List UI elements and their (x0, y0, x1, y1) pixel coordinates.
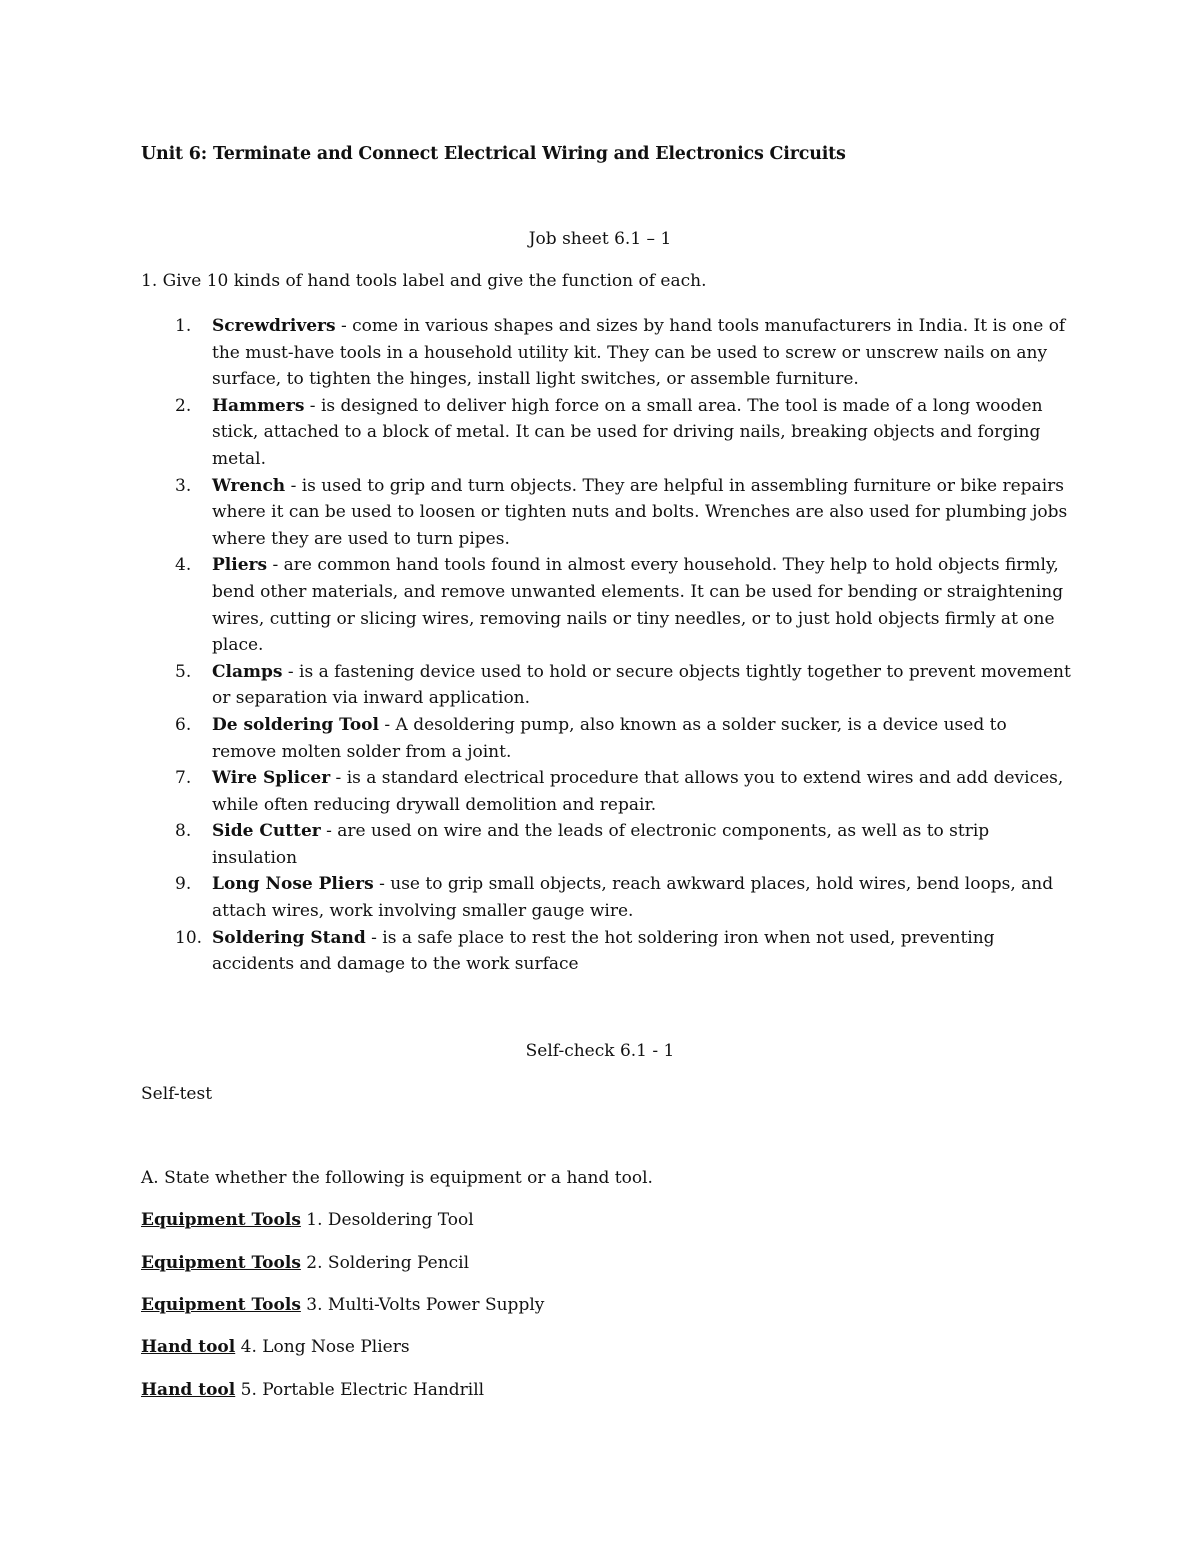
tool-description: - is a standard electrical procedure that allows you to extend wires and add devices, while often reducing drywall demolition and repair. (212, 768, 1064, 815)
question-item: 5. Portable Electric Handrill (235, 1380, 485, 1400)
list-item (141, 765, 1071, 818)
list-item (141, 552, 1071, 658)
answer-line (141, 1337, 410, 1357)
tool-name: Wrench (212, 475, 286, 496)
tool-name: Side Cutter (212, 821, 321, 842)
list-item (141, 313, 1071, 393)
hand-tools-list (141, 313, 1071, 978)
answer-text: Equipment Tools (141, 1295, 301, 1315)
answer-text: Equipment Tools (141, 1253, 301, 1273)
tool-description: - come in various shapes and sizes by hand tools manufacturers in India. It is one of the must-have tools in a household utility kit. They can be used to screw or unscrew nails on any surface, to tighten the hinges, install light switches, or assemble furniture. (212, 316, 1066, 390)
question-item: 4. Long Nose Pliers (235, 1337, 410, 1357)
list-item (141, 712, 1071, 765)
tool-description: - is a safe place to rest the hot soldering iron when not used, preventing accidents and damage to the work surface (212, 927, 995, 975)
tool-name: Hammers (212, 395, 305, 416)
list-item-number: 3. (175, 475, 192, 496)
tool-description: - are used on wire and the leads of electronic components, as well as to strip insulation (212, 821, 990, 868)
question-item: 1. Desoldering Tool (300, 1210, 474, 1230)
answer-line (141, 1380, 484, 1400)
document-title: Unit 6: Terminate and Connect Electrical Wiring and Electronics Circuits (141, 144, 846, 164)
answer-text: Hand tool (141, 1337, 236, 1357)
self-test-label: Self-test (141, 1084, 213, 1104)
list-item-number: 4. (175, 555, 192, 576)
self-test-instruction: A. State whether the following is equipment or a hand tool. (141, 1168, 653, 1188)
tool-description: - A desoldering pump, also known as a solder sucker, is a device used to remove molten solder from a joint. (212, 714, 1007, 762)
tool-name: Clamps (212, 661, 283, 682)
tool-description: - are common hand tools found in almost every household. They help to hold objects firmly, bend other materials, and remove unwanted elements. It can be used for bending or straightening wires, cutting or slicing wires, removing nails or tiny needles, or to just hold objects firmly at one place. (212, 555, 1064, 656)
tool-name: Long Nose Pliers (212, 874, 374, 895)
tool-name: Screwdrivers (212, 316, 336, 336)
question-item: 3. Multi-Volts Power Supply (300, 1295, 545, 1315)
job-sheet-instruction: 1. Give 10 kinds of hand tools label and give the function of each. (141, 271, 707, 291)
job-sheet-heading: Job sheet 6.1 – 1 (528, 229, 672, 249)
tool-description: - is designed to deliver high force on a small area. The tool is made of a long wooden stick, attached to a block of metal. It can be used for driving nails, breaking objects and forging metal. (212, 395, 1043, 469)
tool-name: Wire Splicer (212, 768, 331, 789)
answer-text: Equipment Tools (141, 1210, 301, 1230)
tool-description: - is a fastening device used to hold or secure objects tightly together to prevent movement or separation via inward application. (212, 661, 1071, 709)
tool-name: Pliers (212, 555, 268, 576)
list-item-number: 5. (175, 661, 192, 682)
list-item-number: 7. (175, 768, 192, 789)
list-item (141, 393, 1071, 473)
answer-line (141, 1210, 474, 1230)
list-item-number: 8. (175, 821, 192, 842)
list-item (141, 473, 1071, 553)
list-item-number: 6. (175, 714, 192, 735)
answer-text: Hand tool (141, 1380, 236, 1400)
list-item-number: 9. (175, 874, 192, 895)
tool-name: Soldering Stand (212, 927, 366, 948)
tool-description: - is used to grip and turn objects. They are helpful in assembling furniture or bike repairs where it can be used to loosen or tighten nuts and bolts. Wrenches are also used for plumbing jobs where they are used to turn pipes. (212, 475, 1068, 549)
list-item (141, 818, 1071, 871)
list-item (141, 659, 1071, 712)
tool-description: - use to grip small objects, reach awkward places, hold wires, bend loops, and attach wires, work involving smaller gauge wire. (212, 874, 1054, 922)
list-item (141, 925, 1071, 978)
answer-line (141, 1295, 544, 1315)
list-item (141, 871, 1071, 924)
list-item-number: 10. (175, 927, 203, 948)
self-check-heading: Self-check 6.1 - 1 (525, 1041, 675, 1061)
answer-line (141, 1253, 469, 1273)
list-item-number: 1. (175, 316, 192, 336)
list-item-number: 2. (175, 395, 192, 416)
question-item: 2. Soldering Pencil (300, 1253, 470, 1273)
tool-name: De soldering Tool (212, 714, 379, 735)
